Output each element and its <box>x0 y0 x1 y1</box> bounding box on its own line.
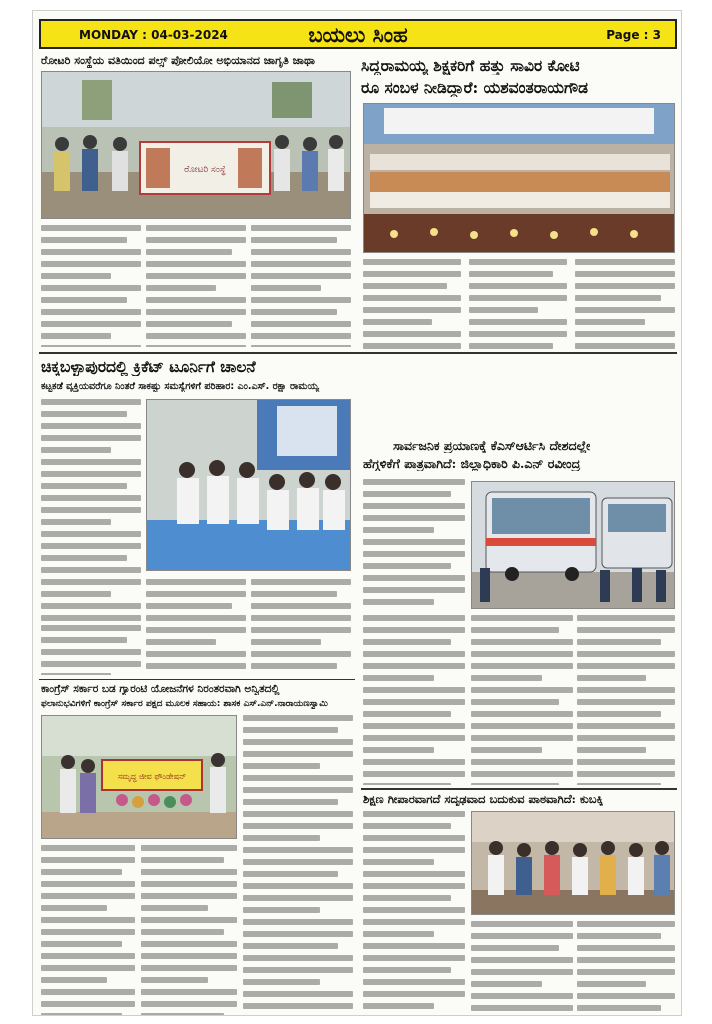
article-6-col-3 <box>577 921 675 1015</box>
article-5-col-2 <box>141 845 237 1015</box>
article-1-col-1 <box>41 225 141 347</box>
article-6-col-1 <box>363 811 465 1015</box>
article-2-col-1 <box>363 259 461 349</box>
article-6-headline: ಶಿಕ್ಷಣ ಗೀಪಾರವಾಗದೆ ಸದೃಢವಾದ ಬದುಕುವ ಪಾಠವಾಗಿದೆ: ಕುಬಕ್ಕಿ <box>363 793 604 806</box>
newspaper-page <box>32 10 682 1016</box>
article-4-photo <box>471 481 675 609</box>
newspaper-title: ಬಯಲು ಸಿಂಹ <box>308 22 408 47</box>
article-2-col-2 <box>469 259 567 349</box>
article-2-headline-line-2: ರೂ ಸಂಬಳ ನೀಡಿದ್ದಾರೆ: ಯಶವಂತರಾಯಗೌಡ <box>361 79 588 97</box>
article-3-col-1 <box>41 399 141 621</box>
article-6-photo <box>471 811 675 915</box>
article-4-col-3 <box>577 615 675 785</box>
issue-date: MONDAY : 04-03-2024 <box>79 28 228 42</box>
page-number: Page : 3 <box>606 28 661 42</box>
article-5-headline: ಕಾಂಗ್ರೆಸ್ ಸರ್ಕಾರ ಬಡ ಗ್ಯಾರಂಟಿ ಯೋಜನೆಗಳ ನಿರಂತರವಾಗಿ ಅನ್ವಿತದಲ್ಲಿ <box>41 683 280 695</box>
article-5-col-1 <box>41 845 135 1015</box>
article-1-col-2 <box>146 225 246 347</box>
article-3-col-3 <box>251 579 351 674</box>
article-4-col-1 <box>363 479 465 611</box>
article-2-headline-line-1: ಸಿದ್ದರಾಮಯ್ಯ ಶಿಕ್ಷಕರಿಗೆ ಹತ್ತು ಸಾವಿರ ಕೋಟಿ <box>361 57 580 75</box>
article-3-col-2 <box>146 579 246 674</box>
divider <box>39 352 677 354</box>
masthead <box>39 19 677 49</box>
article-1-photo <box>41 71 351 219</box>
article-5-col-3 <box>243 715 353 1015</box>
article-1-headline: ರೋಟರಿ ಸಂಸ್ಥೆಯ ವತಿಯಿಂದ ಪಲ್ಸ್ ಪೋಲಿಯೋ ಅಭಿಯಾನದ ಜಾಗೃತಿ ಜಾಥಾ <box>41 55 315 67</box>
article-3-headline: ಚಿಕ್ಕಬಳ್ಳಾಪುರದಲ್ಲಿ ಕ್ರಿಕೆಟ್ ಟೂರ್ನಿಗೆ ಚಾಲನೆ <box>41 358 256 376</box>
article-6-col-2 <box>471 921 573 1015</box>
article-2-photo <box>363 103 675 253</box>
article-5-subhead: ಫಲಾನುಭವಿಗಳಿಗೆ ಕಾಂಗ್ರೆಸ್ ಸರ್ಕಾರ ಪಕ್ಷದ ಮೂಲಕ ಸಹಾಯ: ಶಾಸಕ ಎಸ್.ಎನ್.ನಾರಾಯಣಸ್ವಾಮಿ <box>41 699 328 709</box>
article-5-photo <box>41 715 237 839</box>
article-4-col-2 <box>471 615 573 785</box>
article-4-headline-line-2: ಹೆಗ್ಗಳಿಕೆಗೆ ಪಾತ್ರವಾಗಿದೆ: ಜಿಲ್ಲಾಧಿಕಾರಿ ಪಿ.ಎನ್ ರವೀಂದ್ರ <box>363 457 581 471</box>
article-4-headline-line-1: ಸಾರ್ವಜನಿಕ ಪ್ರಯಾಣಕ್ಕೆ ಕೆಎಸ್ಆರ್ಟಿಸಿ ದೇಶದಲ್ಲೇ <box>393 439 591 453</box>
article-3-subhead: ಕಟ್ಟಕಡೆ ವ್ಯಕ್ತಿಯವರೆಗೂ ನಿಂತರೆ ಸಾಕಷ್ಟು ಸಮಸ್ಯೆಗಳಿಗೆ ಪರಿಹಾರ: ಎಂ.ಎಸ್. ರಕ್ಷಾ ರಾಮಯ್ಯ <box>41 381 319 392</box>
article-3-photo <box>146 399 351 571</box>
divider-left <box>39 679 355 680</box>
divider-right <box>361 788 677 790</box>
article-1-col-3 <box>251 225 351 347</box>
article-2-col-3 <box>575 259 675 349</box>
article-4-col-1b <box>363 615 465 785</box>
article-1-banner-text: ರೋಟರಿ ಸಂಸ್ಥೆ <box>184 165 226 175</box>
article-3-col-1b <box>41 625 141 675</box>
article-5-banner-text: ಸಮೃದ್ಧ ಜೀವ ಫೌಂಡೇಷನ್ <box>117 772 187 781</box>
